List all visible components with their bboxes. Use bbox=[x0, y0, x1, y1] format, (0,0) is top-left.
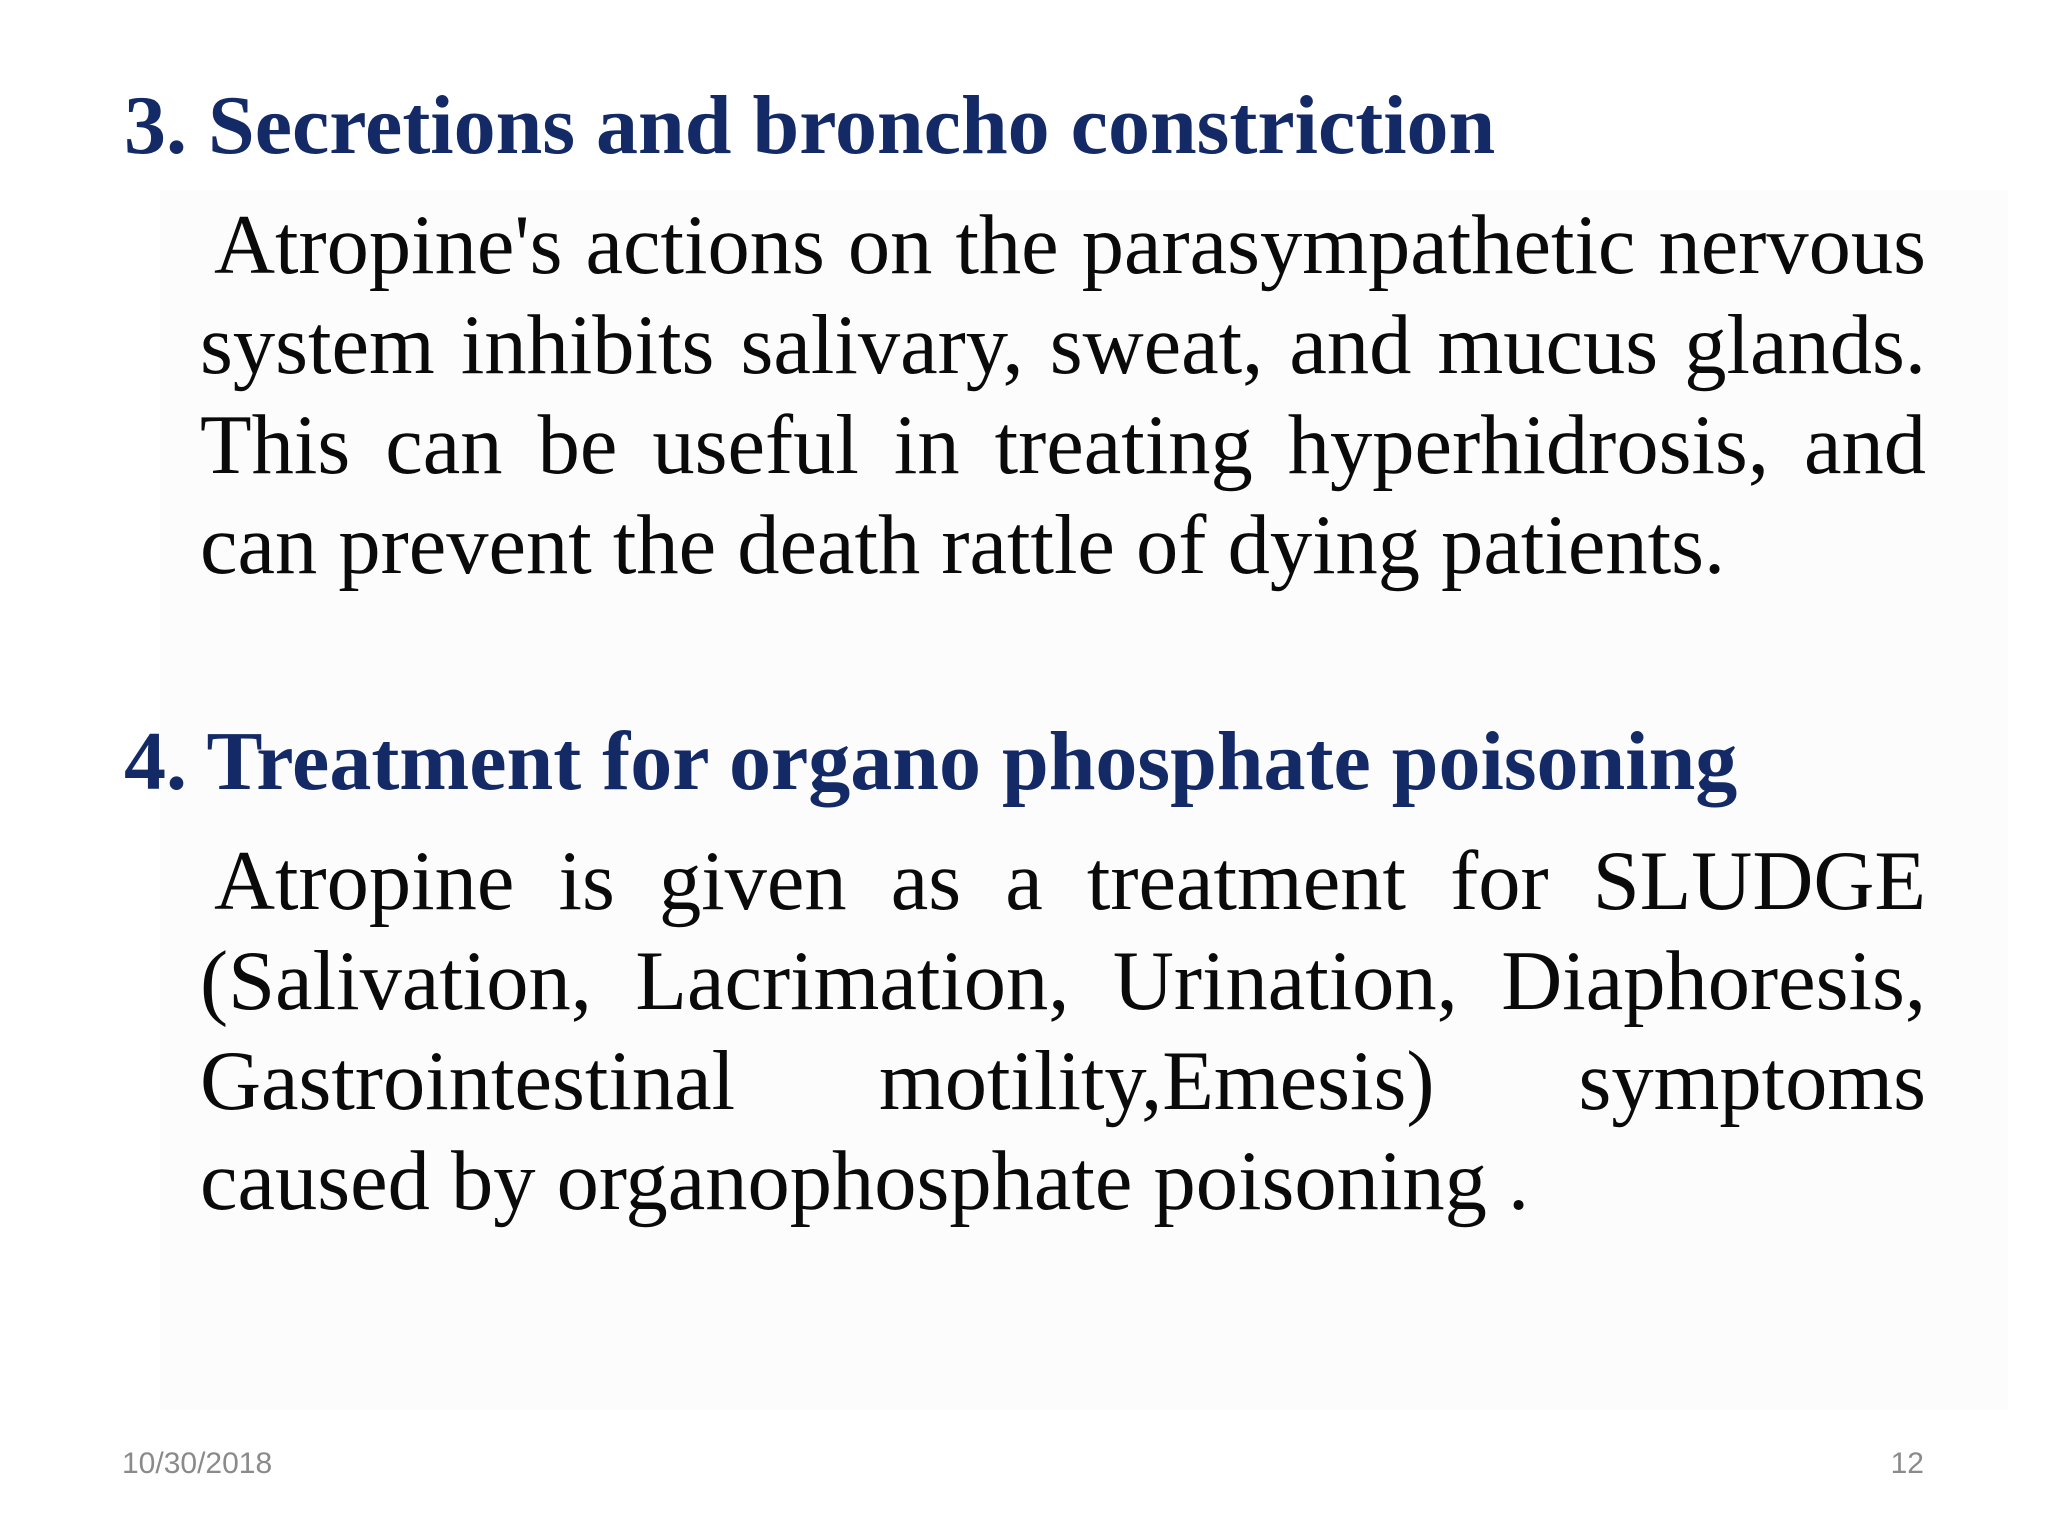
section-heading-secretions: 3. Secretions and broncho constriction bbox=[124, 79, 1496, 172]
section-heading-organophosphate: 4. Treatment for organo phosphate poisoning bbox=[124, 715, 1738, 808]
section-body-organophosphate: Atropine is given as a treatment for SLUDGE (Salivation, Lacrimation, Urination, Diaphoresis, Gastrointestinal motility,Emesis) symptoms caused by organophosphate poisoning . bbox=[200, 835, 1926, 1228]
section-body-secretions: Atropine's actions on the parasympathetic nervous system inhibits salivary, sweat, and mucus glands. This can be useful in treating hyperhidrosis, and can prevent the death rattle of dying patients. bbox=[200, 199, 1926, 592]
footer-page-number: 12 bbox=[1890, 1447, 1924, 1480]
footer-date: 10/30/2018 bbox=[122, 1447, 273, 1480]
